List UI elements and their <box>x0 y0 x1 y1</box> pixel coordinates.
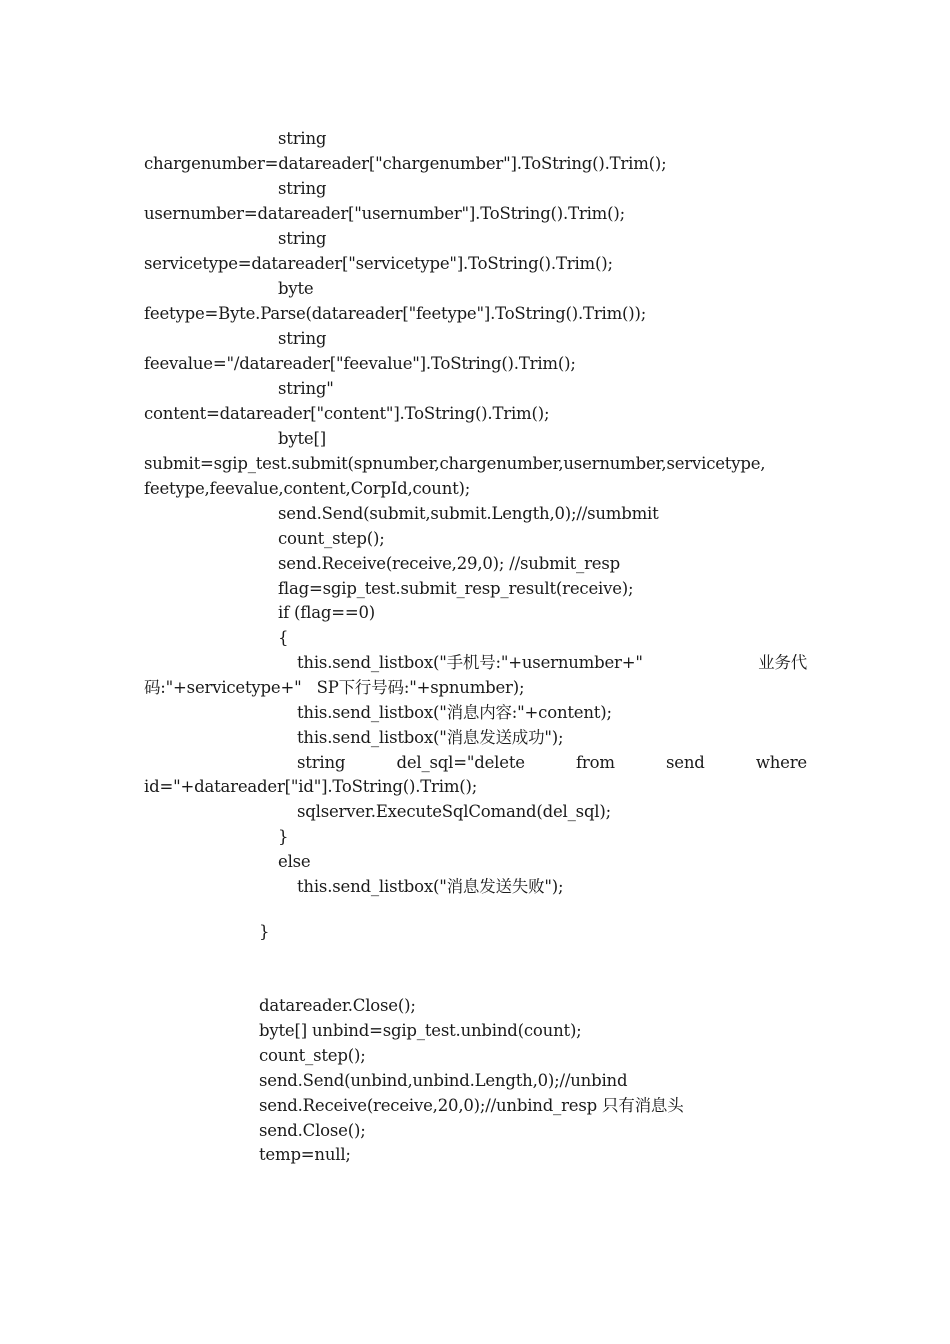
code-line: } <box>278 827 289 846</box>
code-line: this.send_listbox("消息发送失败"); <box>297 877 564 896</box>
code-line: string" <box>278 379 334 398</box>
code-line: this.send_listbox("消息内容:"+content); <box>297 703 612 722</box>
code-line: string <box>278 129 327 148</box>
code-line: 码:"+servicetype+" SP下行号码:"+spnumber); <box>144 678 525 697</box>
code-line: { <box>278 628 289 647</box>
code-line: send.Receive(receive,29,0); //submit_resp <box>278 554 620 573</box>
code-line: send.Send(unbind,unbind.Length,0);//unbind <box>259 1071 628 1090</box>
code-segment: from <box>576 753 615 772</box>
code-line: string <box>278 229 327 248</box>
code-line: feetype=Byte.Parse(datareader["feetype"].ToString().Trim()); <box>144 304 647 323</box>
code-line: string <box>278 329 327 348</box>
code-line: content=datareader["content"].ToString().Trim(); <box>144 404 550 423</box>
code-line: else <box>278 852 311 871</box>
code-segment: 业务代 <box>758 653 807 672</box>
code-line: feetype,feevalue,content,CorpId,count); <box>144 479 471 498</box>
code-line: if (flag==0) <box>278 603 376 622</box>
code-line: count_step(); <box>278 529 385 548</box>
code-line: send.Receive(receive,20,0);//unbind_resp 只有消息头 <box>259 1096 684 1115</box>
code-segment: where <box>755 753 807 772</box>
code-segment: string <box>297 753 346 772</box>
code-segment: this.send_listbox("手机号:"+usernumber+" <box>297 653 643 672</box>
code-line: send.Send(submit,submit.Length,0);//sumbmit <box>278 504 659 523</box>
code-line: byte[] <box>278 429 326 448</box>
code-line: chargenumber=datareader["chargenumber"].ToString().Trim(); <box>144 154 667 173</box>
code-line <box>297 750 807 775</box>
code-line: id="+datareader["id"].ToString().Trim(); <box>144 777 478 796</box>
code-line: feevalue="/datareader["feevalue"].ToString().Trim(); <box>144 354 576 373</box>
code-line: datareader.Close(); <box>259 996 416 1015</box>
code-segment: send <box>666 753 705 772</box>
code-line: temp=null; <box>259 1145 351 1164</box>
code-line: send.Close(); <box>259 1121 366 1140</box>
code-segment: del_sql="delete <box>396 753 525 772</box>
code-line <box>297 650 807 675</box>
code-line: string <box>278 179 327 198</box>
code-line: byte <box>278 279 314 298</box>
code-line: usernumber=datareader["usernumber"].ToString().Trim(); <box>144 204 625 223</box>
code-line: servicetype=datareader["servicetype"].ToString().Trim(); <box>144 254 613 273</box>
code-line: byte[] unbind=sgip_test.unbind(count); <box>259 1021 582 1040</box>
code-line: count_step(); <box>259 1046 366 1065</box>
code-line: } <box>259 922 270 941</box>
code-line: submit=sgip_test.submit(spnumber,chargenumber,usernumber,servicetype, <box>144 454 766 473</box>
code-line: flag=sgip_test.submit_resp_result(receive); <box>278 579 634 598</box>
code-line: sqlserver.ExecuteSqlComand(del_sql); <box>297 802 611 821</box>
code-line: this.send_listbox("消息发送成功"); <box>297 728 564 747</box>
